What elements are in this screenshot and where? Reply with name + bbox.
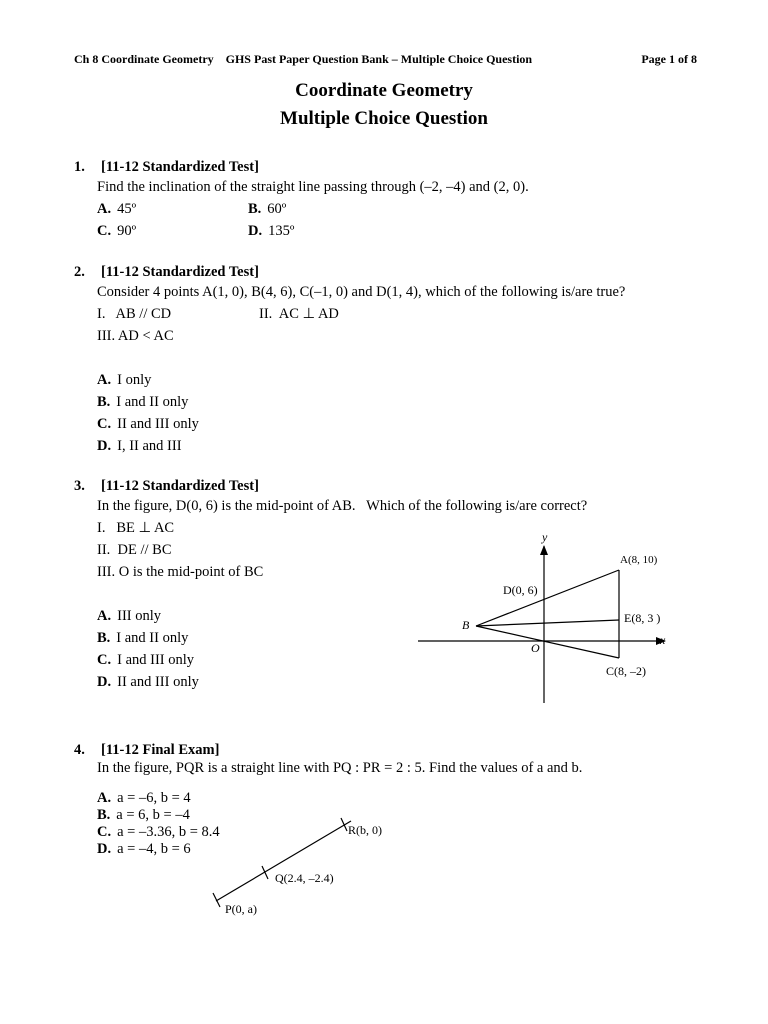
question-number: 3. [74,478,85,494]
question-source: [11-12 Standardized Test] [101,478,259,494]
option-a: A. III only [97,608,161,624]
line-pqr [216,821,351,901]
option-a: A. a = –6, b = 4 [97,790,191,806]
question-source: [11-12 Standardized Test] [101,159,259,175]
label-a: A(8, 10) [620,554,658,566]
question-number: 4. [74,742,85,758]
option-c: C. a = –3.36, b = 8.4 [97,824,220,840]
option-a: A. 45º [97,201,137,217]
label-p: P(0, a) [225,902,257,916]
segment-ab [476,570,619,626]
x-axis-label: x [660,633,666,647]
segment-bc [476,626,619,658]
option-c: C. II and III only [97,416,199,432]
option-d: D. I, II and III [97,438,182,454]
option-b: B. I and II only [97,630,189,646]
question-stem: Consider 4 points A(1, 0), B(4, 6), C(–1, 0) and D(1, 4), which of the following is/are true? [97,284,626,300]
y-axis-arrow [540,545,548,555]
label-c: C(8, –2) [606,664,646,678]
option-a: A. I only [97,372,152,388]
y-axis-label: y [542,530,548,544]
statement-3: III. AD < AC [97,328,174,344]
label-q: Q(2.4, –2.4) [275,871,334,885]
option-d: D. a = –4, b = 6 [97,841,191,857]
header-left: Ch 8 Coordinate Geometry GHS Past Paper Question Bank – Multiple Choice Question [74,52,533,66]
tick-p [213,893,220,907]
option-d: D. 135º [248,223,295,239]
label-e: E(8, 3 ) [624,611,661,625]
question-source: [11-12 Final Exam] [101,742,220,758]
option-d: D. II and III only [97,674,199,690]
question-stem: In the figure, PQR is a straight line with PQ : PR = 2 : 5. Find the values of a and b. [97,760,583,776]
question-number: 1. [74,159,85,175]
statement-3: III. O is the mid-point of BC [97,564,264,580]
label-b: B [462,618,470,632]
page-subtitle: Multiple Choice Question [280,108,488,129]
segment-be [476,620,619,626]
question-number: 2. [74,264,85,280]
option-b: B. 60º [248,201,287,217]
question-source: [11-12 Standardized Test] [101,264,259,280]
option-c: C. 90º [97,223,137,239]
statement-2: II. DE // BC [97,542,172,558]
option-b: B. a = 6, b = –4 [97,807,190,823]
page-title: Coordinate Geometry [295,80,473,101]
tick-q [262,866,268,879]
question-stem: Find the inclination of the straight line passing through (–2, –4) and (2, 0). [97,179,529,195]
statement-1: I. BE ⊥ AC [97,520,175,536]
label-o: O [531,641,540,655]
label-d: D(0, 6) [503,583,538,597]
label-r: R(b, 0) [348,823,382,837]
statement-2: II. AC ⊥ AD [259,306,339,322]
option-c: C. I and III only [97,652,195,668]
option-b: B. I and II only [97,394,189,410]
statement-1: I. AB // CD [97,306,172,322]
page-number: Page 1 of 8 [641,52,697,66]
question-stem: In the figure, D(0, 6) is the mid-point of AB. Which of the following is/are correct? [97,498,588,514]
